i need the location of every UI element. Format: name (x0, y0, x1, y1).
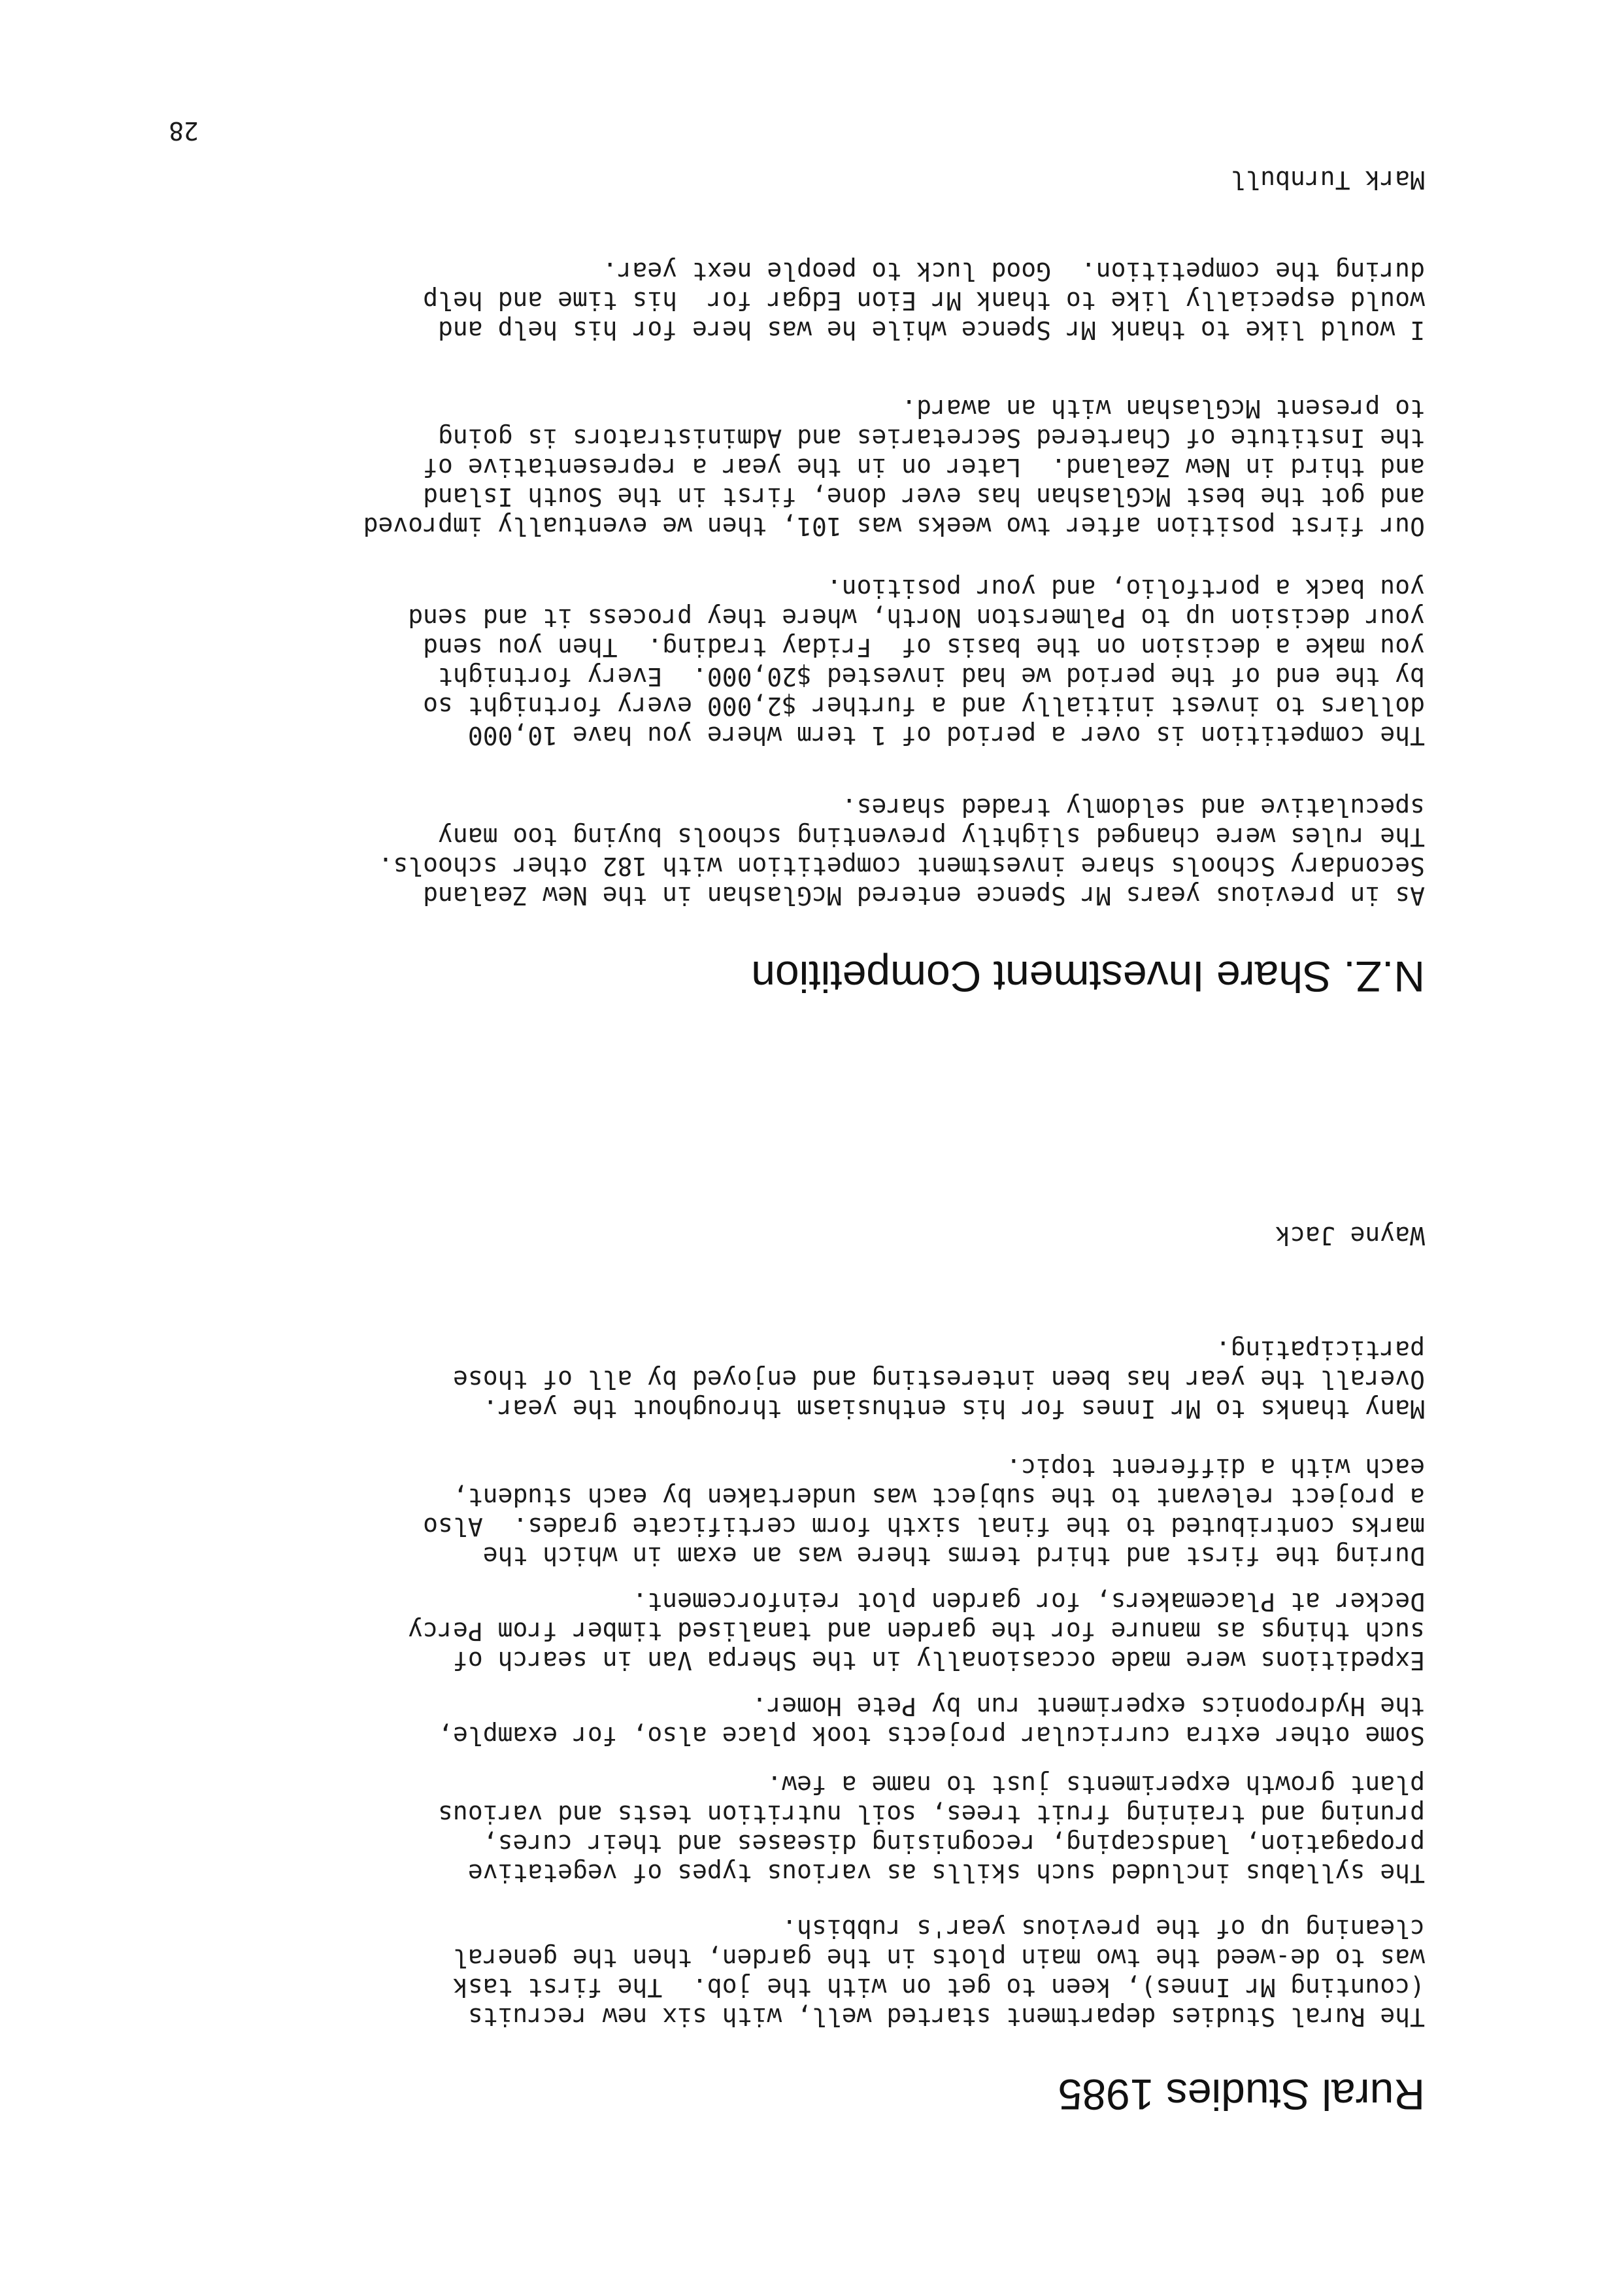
text-line: Secondary Schools share investment competition with 182 other schools. (378, 852, 1425, 881)
rural-paragraph-6 (196, 1335, 1425, 1423)
text-line: and got the best McGlashan has ever done, first in the South Island (423, 482, 1425, 511)
text-line: and third in New Zealand. Later on in the year a representative of (423, 453, 1425, 482)
text-line: Our first position after two weeks was 101, then we eventually improved (363, 512, 1425, 541)
text-line: marks contributed to the final sixth form certificate grades. Also (423, 1512, 1425, 1541)
signature-wayne-jack: Wayne Jack (1275, 1221, 1425, 1250)
text-line: Some other extra curricular projects took place also, for example, (438, 1721, 1425, 1750)
text-line: would especially like to thank Mr Eion Edgar for his time and help (423, 286, 1425, 315)
text-line: by the end of the period we had invested $20,000. Every fortnight (438, 662, 1425, 691)
text-line: cleaning up of the previous year's rubbish. (782, 1914, 1425, 1943)
page-number: 28 (169, 116, 199, 145)
text-line: The Rural Studies department started well, with six new recruits (467, 2002, 1425, 2031)
rural-paragraph-2 (196, 1770, 1425, 1887)
text-line: a project relevant to the subject was undertaken by each student, (452, 1483, 1425, 1511)
share-paragraph-1 (196, 792, 1425, 910)
text-line: Decker at Placemakers, for garden plot reinforcement. (632, 1587, 1425, 1616)
text-line: The syllabus included such skills as various types of vegetative (467, 1859, 1425, 1887)
text-line: during the competition. Good luck to people next year. (602, 257, 1425, 286)
text-line: dollars to invest initially and a further $2,000 every fortnight so (423, 692, 1425, 720)
text-line: As in previous years Mr Spence entered McGlashan in the New Zealand (423, 881, 1425, 910)
rural-paragraph-5 (196, 1453, 1425, 1570)
text-line: Overall the year has been interesting and enjoyed by all of those (452, 1365, 1425, 1394)
text-line: propagation, landscaping, recognising diseases and their cures, (482, 1829, 1425, 1858)
share-paragraph-4 (196, 256, 1425, 345)
rural-paragraph-4 (196, 1587, 1425, 1675)
text-line: pruning and training fruit trees, soil nutrition tests and various (438, 1800, 1425, 1829)
rural-section-title: Rural Studies 1985 (1058, 2070, 1425, 2119)
text-line: plant growth experiments just to name a few. (767, 1770, 1425, 1799)
text-line: (counting Mr Innes), keen to get on with the job. The first task (452, 1973, 1425, 2002)
text-line: The competition is over a period of 1 term where you have 10,000 (467, 721, 1425, 750)
rural-paragraph-3 (196, 1691, 1425, 1750)
text-line: such things as manure for the garden and tanalised timber from Percy (408, 1617, 1425, 1646)
share-paragraph-3 (196, 394, 1425, 541)
text-line: the Hydroponics experiment run by Pete Homer. (752, 1692, 1425, 1721)
text-line: speculative and seldomly traded shares. (841, 793, 1425, 822)
text-line: participating. (1215, 1336, 1425, 1364)
text-line: you make a decision on the basis of Friday trading. Then you send (423, 633, 1425, 662)
text-line: I would like to thank Mr Spence while he was here for his help and (438, 316, 1425, 345)
text-line: Many thanks to Mr Innes for his enthusiasm throughout the year. (482, 1394, 1425, 1423)
signature-mark-turnbull: Mark Turnbull (1230, 165, 1425, 194)
rural-paragraph-1 (196, 1914, 1425, 2031)
share-section-title: N.Z. Share Investment Competition (751, 953, 1425, 1001)
text-line: Expeditions were made occasionally in the Sherpa Van in search of (452, 1646, 1425, 1675)
share-paragraph-2 (196, 573, 1425, 750)
text-line: During the first and third terms there was an exam in which the (482, 1542, 1425, 1570)
text-line: the Institute of Chartered Secretaries and Administrators is going (438, 424, 1425, 452)
text-line: was to de-weed the two main plots in the garden, then the general (452, 1944, 1425, 1972)
text-line: each with a different topic. (1006, 1453, 1425, 1482)
text-line: to present McGlashan with an award. (901, 394, 1425, 423)
text-line: your decision up to Palmerston North, where they process it and send (408, 603, 1425, 632)
text-line: The rules were changed slightly preventing schools buying too many (438, 822, 1425, 851)
text-line: you back a portfolio, and your position. (826, 574, 1425, 603)
